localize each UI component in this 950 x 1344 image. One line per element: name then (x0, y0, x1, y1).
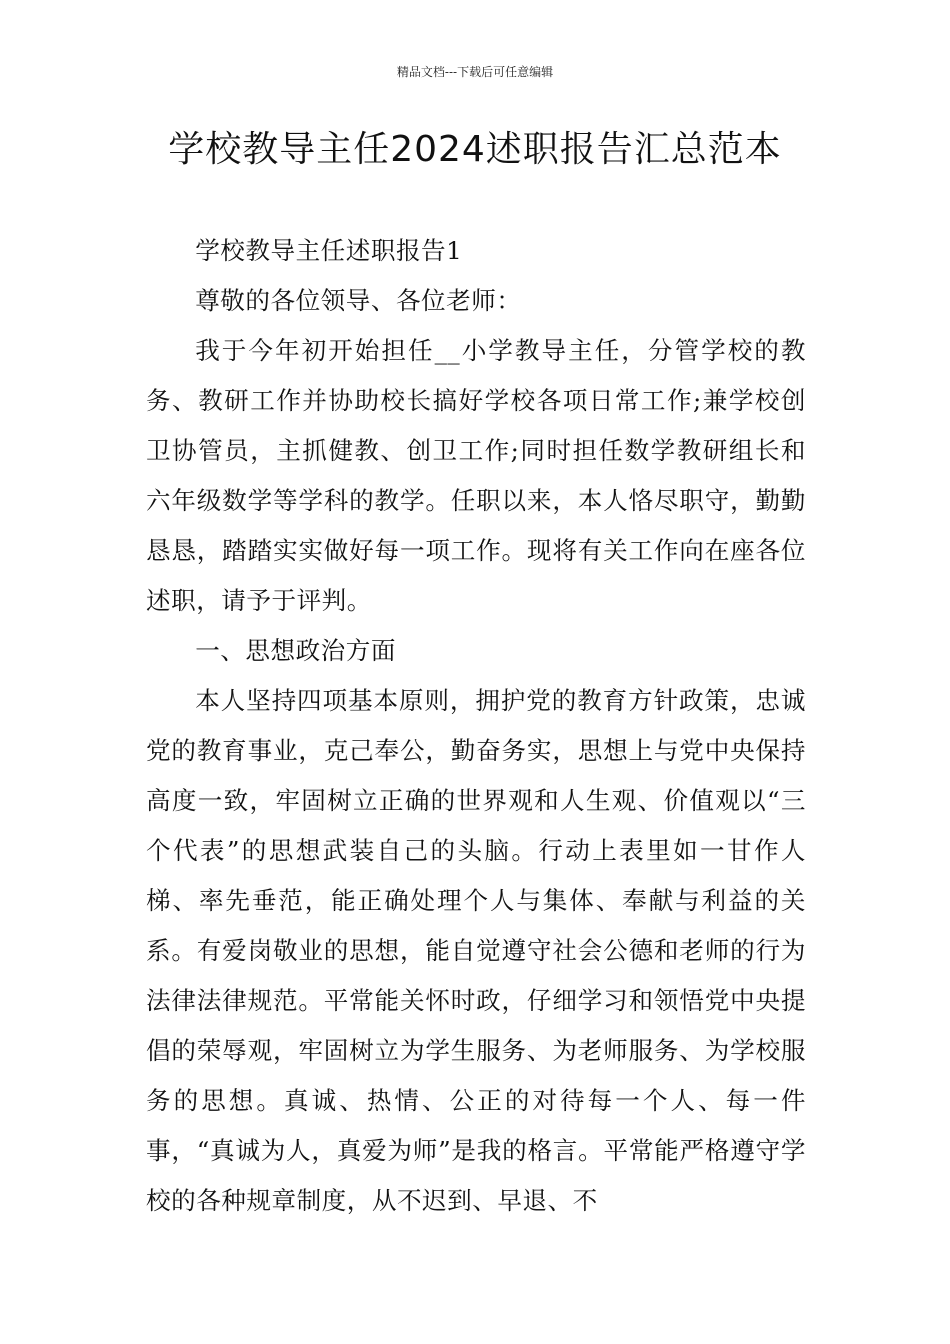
political-paragraph: 本人坚持四项基本原则，拥护党的教育方针政策，忠诚党的教育事业，克己奉公，勤奋务实，思想上与党中央保持高度一致，牢固树立正确的世界观和人生观、价值观以“三个代表”的思想武装自己的头脑。行动上表里如一甘作人梯、率先垂范，能正确处理个人与集体、奉献与利益的关系。有爱岗敬业的思想，能自觉遵守社会公德和老师的行为法律法律规范。平常能关怀时政，仔细学习和领悟党中央提倡的荣辱观，牢固树立为学生服务、为老师服务、为学校服务的思想。真诚、热情、公正的对待每一个人、每一件事，“真诚为人，真爱为师”是我的格言。平常能严格遵守学校的各种规章制度，从不迟到、早退、不 (146, 686, 806, 1215)
document-title: 学校教导主任2024述职报告汇总范本 (168, 129, 782, 170)
intro-paragraph: 我于今年初开始担任__小学教导主任，分管学校的教务、教研工作并协助校长搞好学校各项日常工作;兼学校创卫协管员，主抓健教、创卫工作;同时担任数学教研组长和六年级数学等学科的教学。任职以来，本人恪尽职守，勤勤恳恳，踏踏实实做好每一项工作。现将有关工作向在座各位述职，请予于评判。 (146, 336, 806, 615)
report-subtitle: 学校教导主任述职报告1 (195, 236, 463, 265)
section-heading-political: 一、思想政治方面 (195, 636, 396, 665)
salutation: 尊敬的各位领导、各位老师： (195, 286, 522, 315)
header-note: 精品文档---下载后可任意编辑 (396, 65, 554, 79)
document-body (146, 226, 806, 1226)
